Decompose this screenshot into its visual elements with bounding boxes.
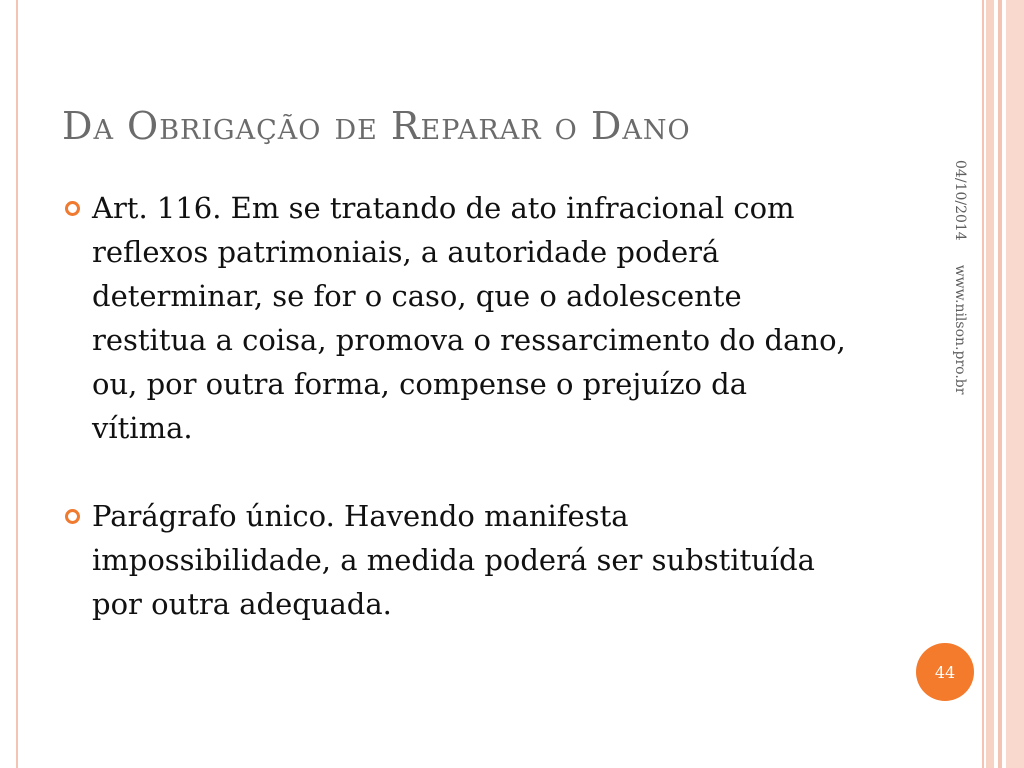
footer-date: 04/10/2014 (952, 160, 968, 241)
orange-ring-bullet-icon (65, 201, 80, 216)
left-border-line (16, 0, 18, 768)
side-footer (950, 160, 970, 420)
right-border-stripe (1006, 0, 1024, 768)
bullet-text: Parágrafo único. Havendo manifesta impossibilidade, a medida poderá ser substituída por outra adequada. (92, 499, 815, 621)
slide-title: Da Obrigação de Reparar o Dano (62, 104, 691, 148)
bullet-text: Art. 116. Em se tratando de ato infracional com reflexos patrimoniais, a autoridade poderá determinar, se for o caso, que o adolescente restitua a coisa, promova o ressarcimento do dano, ou, por outra forma, compense o prejuízo da vítima. (92, 191, 846, 445)
orange-ring-bullet-icon (65, 509, 80, 524)
bullet-list (64, 186, 854, 626)
page-number-badge (916, 643, 974, 701)
bullet-item-paragraph (64, 494, 854, 626)
page-number: 44 (934, 662, 956, 682)
right-border-stripe (986, 0, 994, 768)
footer-website: www.nilson.pro.br (952, 264, 968, 395)
side-footer-text (952, 160, 968, 394)
right-border-stripe (982, 0, 984, 768)
right-border-stripe (998, 0, 1002, 768)
bullet-item-article (64, 186, 854, 450)
